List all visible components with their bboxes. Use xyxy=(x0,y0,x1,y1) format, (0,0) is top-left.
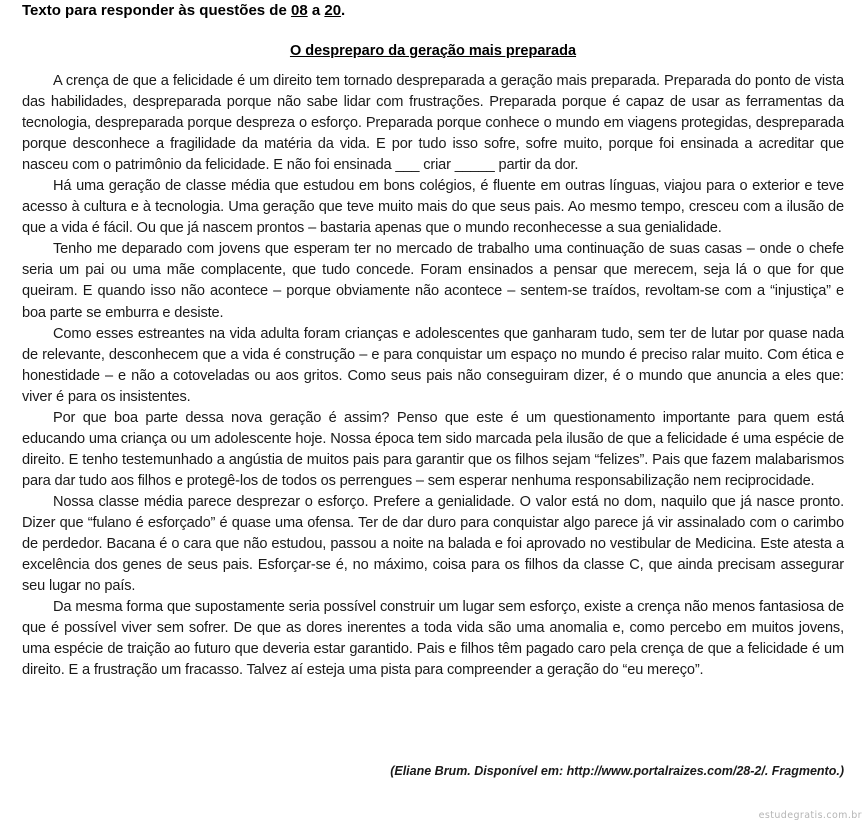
instruction-prefix: Texto para responder às questões de xyxy=(22,2,291,19)
source-citation: (Eliane Brum. Disponível em: http://www.portalraizes.com/28-2/. Fragmento.) xyxy=(390,764,844,778)
question-range-end: 20 xyxy=(324,2,342,19)
questions-instruction xyxy=(22,2,345,20)
site-watermark: estudegratis.com.br xyxy=(758,810,862,821)
instruction-middle: a xyxy=(307,2,325,19)
instruction-suffix: . xyxy=(341,2,346,19)
paragraph-3: Tenho me deparado com jovens que esperam ter no mercado de trabalho uma continuação de suas casas – onde o chefe seria um pai ou uma mãe complacente, que tudo concede. Foram ensinados a pensar que merecem, seja lá o que for que queiram. E quando isso não acontece – porque obviamente não acontece – sentem-se traídos, revoltam-se com a “injustiça” e boa parte se emburra e desiste. xyxy=(22,241,844,321)
paragraph-4: Como esses estreantes na vida adulta foram crianças e adolescentes que ganharam tudo, sem ter de lutar por quase nada de relevante, desconhecem que a vida é construção – e para conquistar um espaço no mundo é preciso ralar muito. Com ética e honestidade – e não a cotoveladas ou aos gritos. Como seus pais não conseguiram dizer, é o mundo que anuncia a eles que: viver é para os insistentes. xyxy=(22,325,844,405)
article-title: O despreparo da geração mais preparada xyxy=(289,43,577,59)
paragraph-7: Da mesma forma que supostamente seria possível construir um lugar sem esforço, existe a crença não menos fantasiosa de que é possível viver sem sofrer. De que as dores inerentes a toda vida são uma anomalia e, como percebo em muitos jovens, uma espécie de traição ao futuro que deveria estar garantido. Pais e filhos têm pagado caro pela crença de que a felicidade é um direito. E a frustração um fracasso. Talvez aí esteja uma pista para compreender a geração do “eu mereço”. xyxy=(22,599,844,679)
paragraph-6: Nossa classe média parece desprezar o esforço. Prefere a genialidade. O valor está no dom, naquilo que já nasce pronto. Dizer que “fulano é esforçado” é quase uma ofensa. Ter de dar duro para conquistar algo parece já vir assinalado com o carimbo de perdedor. Bacana é o cara que não estudou, passou a noite na balada e foi aprovado no vestibular de Medicina. Este atesta a excelência dos genes de seus pais. Esforçar-se é, no máximo, coisa para os filhos da classe C, que ainda precisam assegurar seu lugar no país. xyxy=(22,493,844,595)
article-body xyxy=(22,71,844,681)
paragraph-1: A crença de que a felicidade é um direito tem tornado despreparada a geração mais preparada. Preparada do ponto de vista das habilidades, despreparada porque não sabe lidar com frustrações. Preparada porque é capaz de usar as ferramentas da tecnologia, despreparada porque despreza o esforço. Preparada porque conhece o mundo em viagens protegidas, despreparada porque desconhece a fragilidade da matéria da vida. E por tudo isso sofre, sofre muito, porque foi ensinada a acreditar que nasceu com o patrimônio da felicidade. E não foi ensinada ___ criar _____ partir da dor. xyxy=(22,73,844,174)
question-range-start: 08 xyxy=(290,2,308,19)
paragraph-5: Por que boa parte dessa nova geração é assim? Penso que este é um questionamento importante para quem está educando uma criança ou um adolescente hoje. Nossa época tem sido marcada pela ilusão de que a felicidade é uma espécie de direito. E tenho testemunhado a angústia de muitos pais para garantir que os filhos sejam “felizes”. Pais que fazem malabarismos para dar tudo aos filhos e protegê-los de todos os perrengues – sem esperar nenhuma responsabilização nem reciprocidade. xyxy=(22,409,844,489)
paragraph-2: Há uma geração de classe média que estudou em bons colégios, é fluente em outras línguas, viajou para o exterior e teve acesso à cultura e à tecnologia. Uma geração que teve muito mais do que seus pais. Ao mesmo tempo, cresceu com a ilusão de que a vida é fácil. Ou que já nascem prontos – bastaria apenas que o mundo reconhecesse a sua genialidade. xyxy=(22,178,844,237)
